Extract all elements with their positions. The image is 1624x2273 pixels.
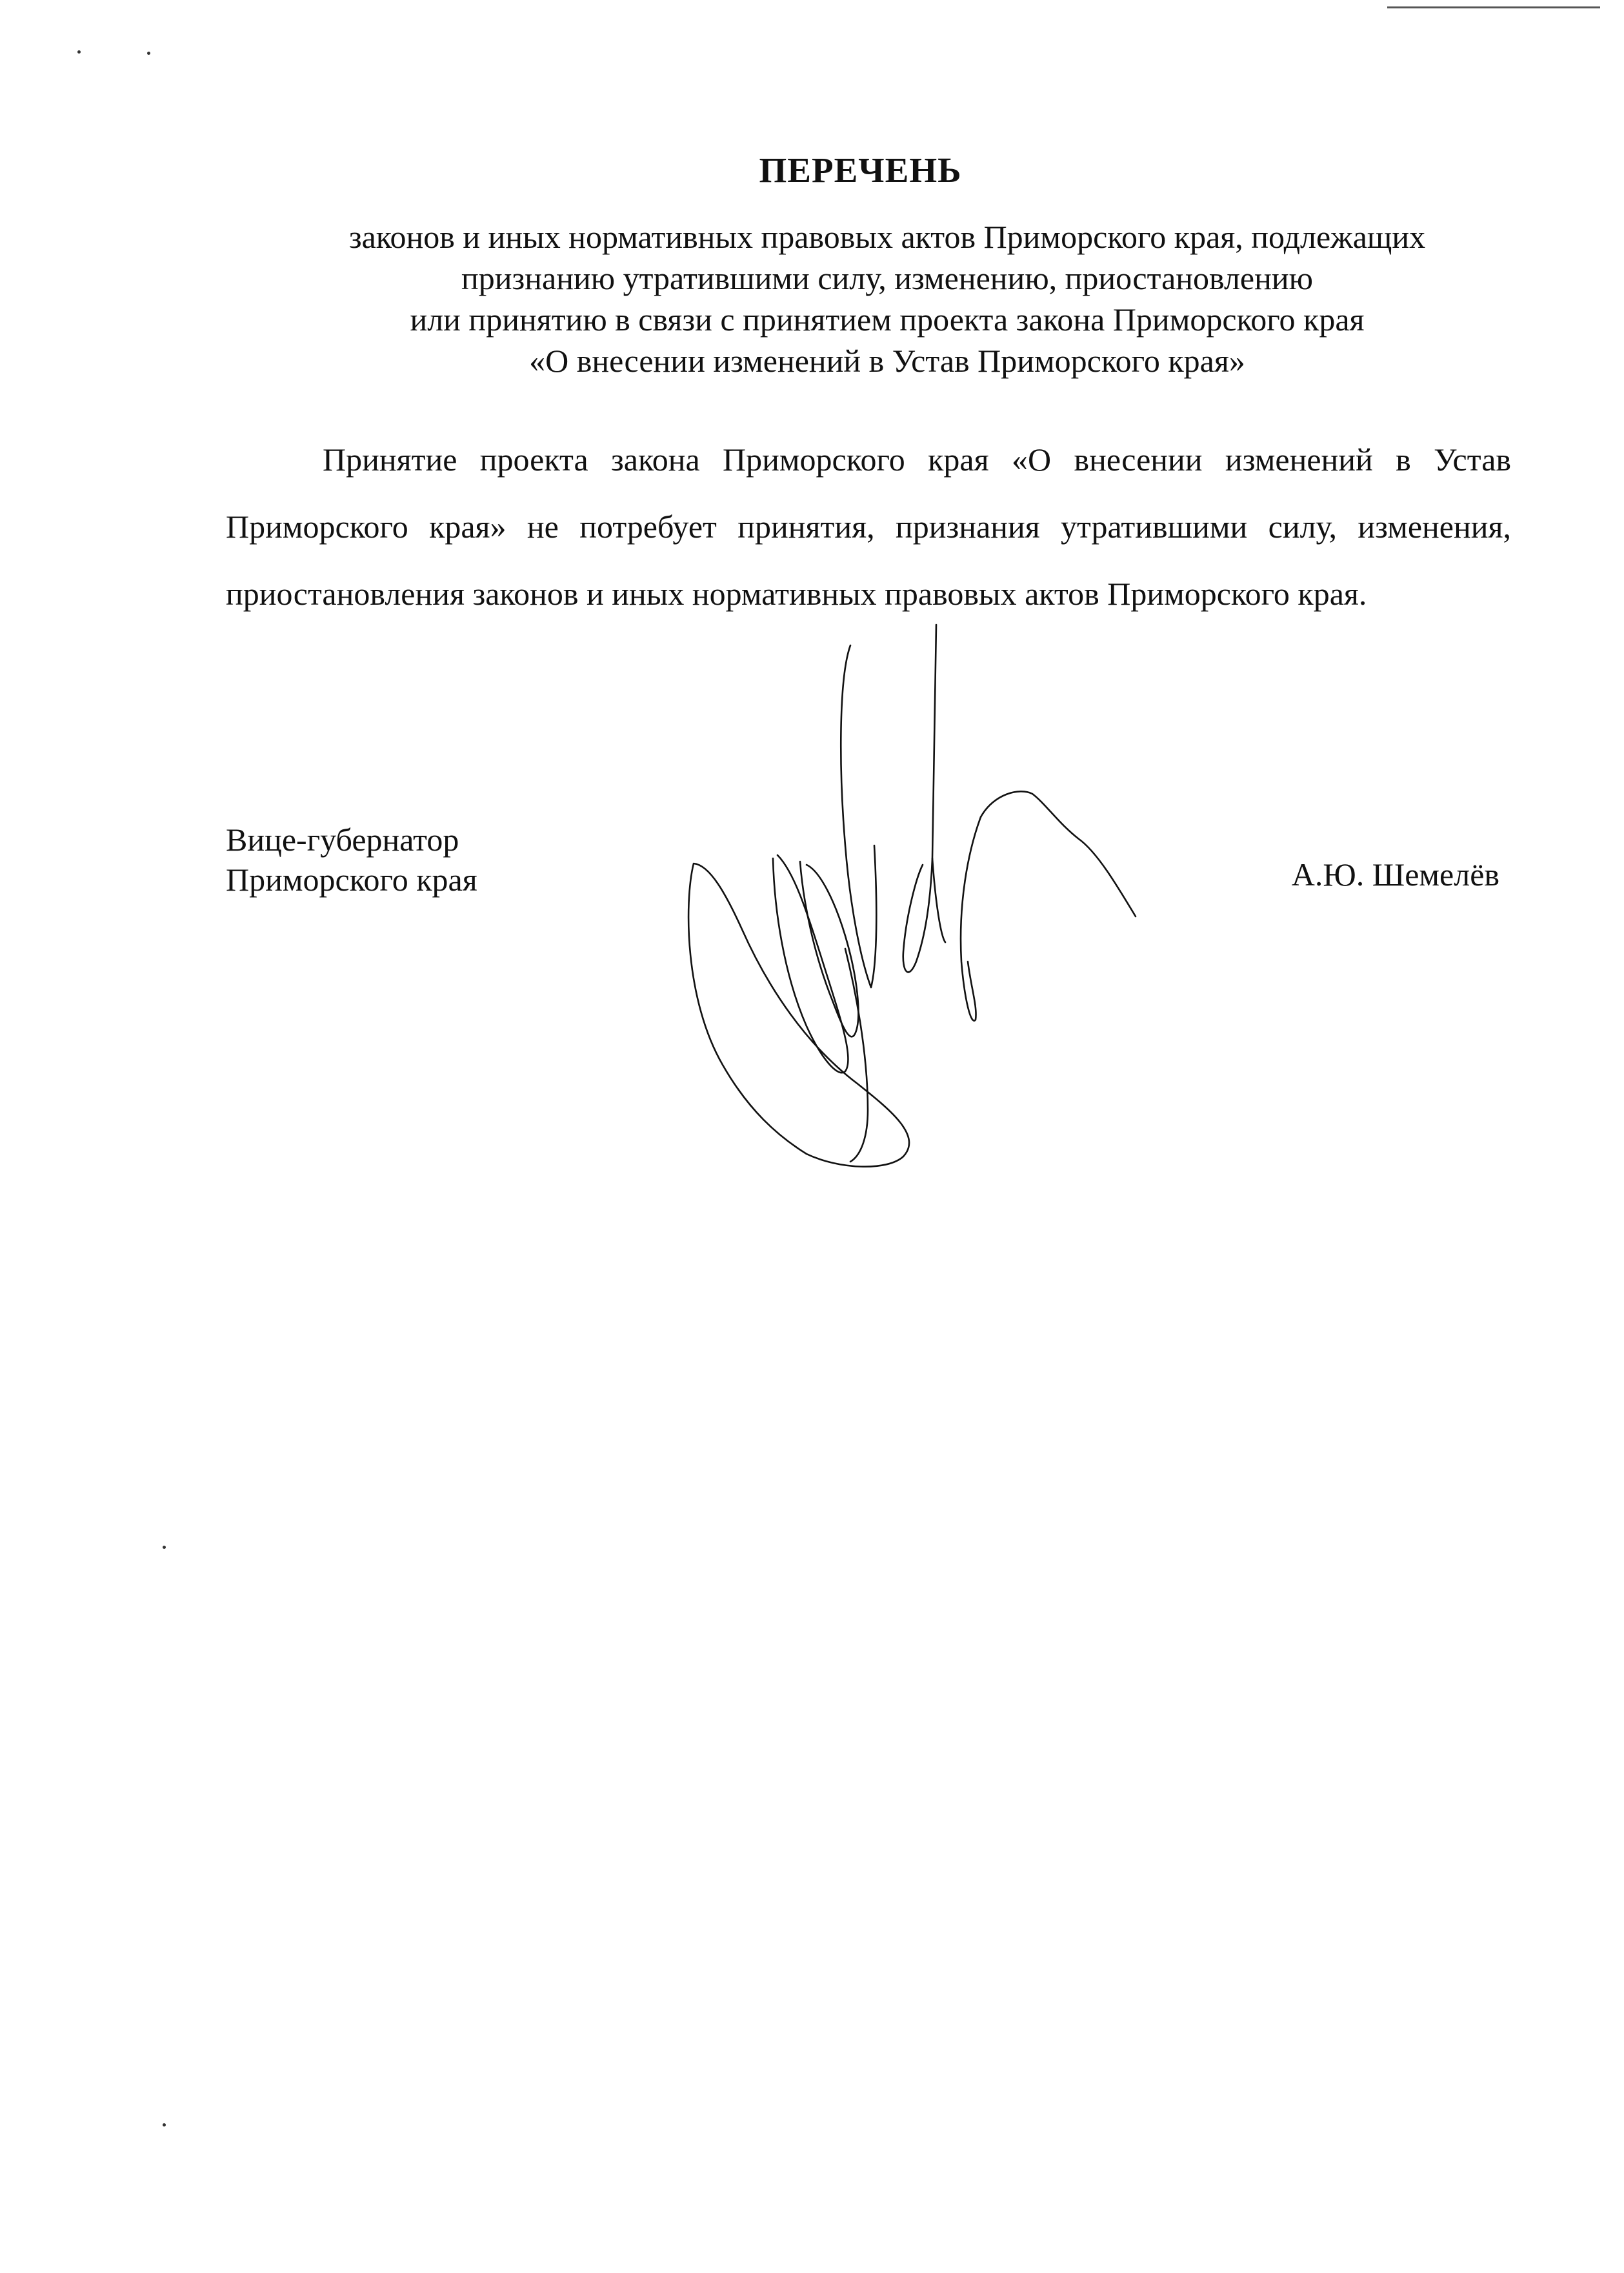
scan-speck bbox=[147, 52, 150, 55]
scan-edge-line bbox=[1387, 6, 1600, 8]
signatory-name: А.Ю. Шемелёв bbox=[1291, 856, 1499, 893]
scan-speck bbox=[77, 50, 81, 54]
signatory-position bbox=[226, 820, 477, 900]
subtitle-line: законов и иных нормативных правовых актов Приморского края, подлежащих bbox=[348, 219, 1426, 255]
subtitle-line: признанию утратившими силу, изменению, приостановлению bbox=[461, 260, 1313, 296]
document-subtitle bbox=[194, 216, 1581, 381]
page-title: ПЕРЕЧЕНЬ bbox=[759, 150, 962, 190]
body-paragraph: Принятие проекта закона Приморского края «О внесении изменений в Устав Приморского края» не потребует принятия, признания утратившими силу, изменения, приостановления законов и иных нормативных правовых актов Приморского края. bbox=[226, 441, 1511, 612]
subtitle-line: или принятию в связи с принятием проекта закона Приморского края bbox=[410, 301, 1365, 338]
handwritten-signature bbox=[645, 600, 1161, 1265]
scan-speck bbox=[163, 1546, 166, 1549]
subtitle-line: «О внесении изменений в Устав Приморского края» bbox=[529, 343, 1245, 379]
scan-speck bbox=[163, 2123, 166, 2127]
signatory-position-line: Приморского края bbox=[226, 862, 477, 898]
signatory-position-line: Вице-губернатор bbox=[226, 822, 459, 858]
